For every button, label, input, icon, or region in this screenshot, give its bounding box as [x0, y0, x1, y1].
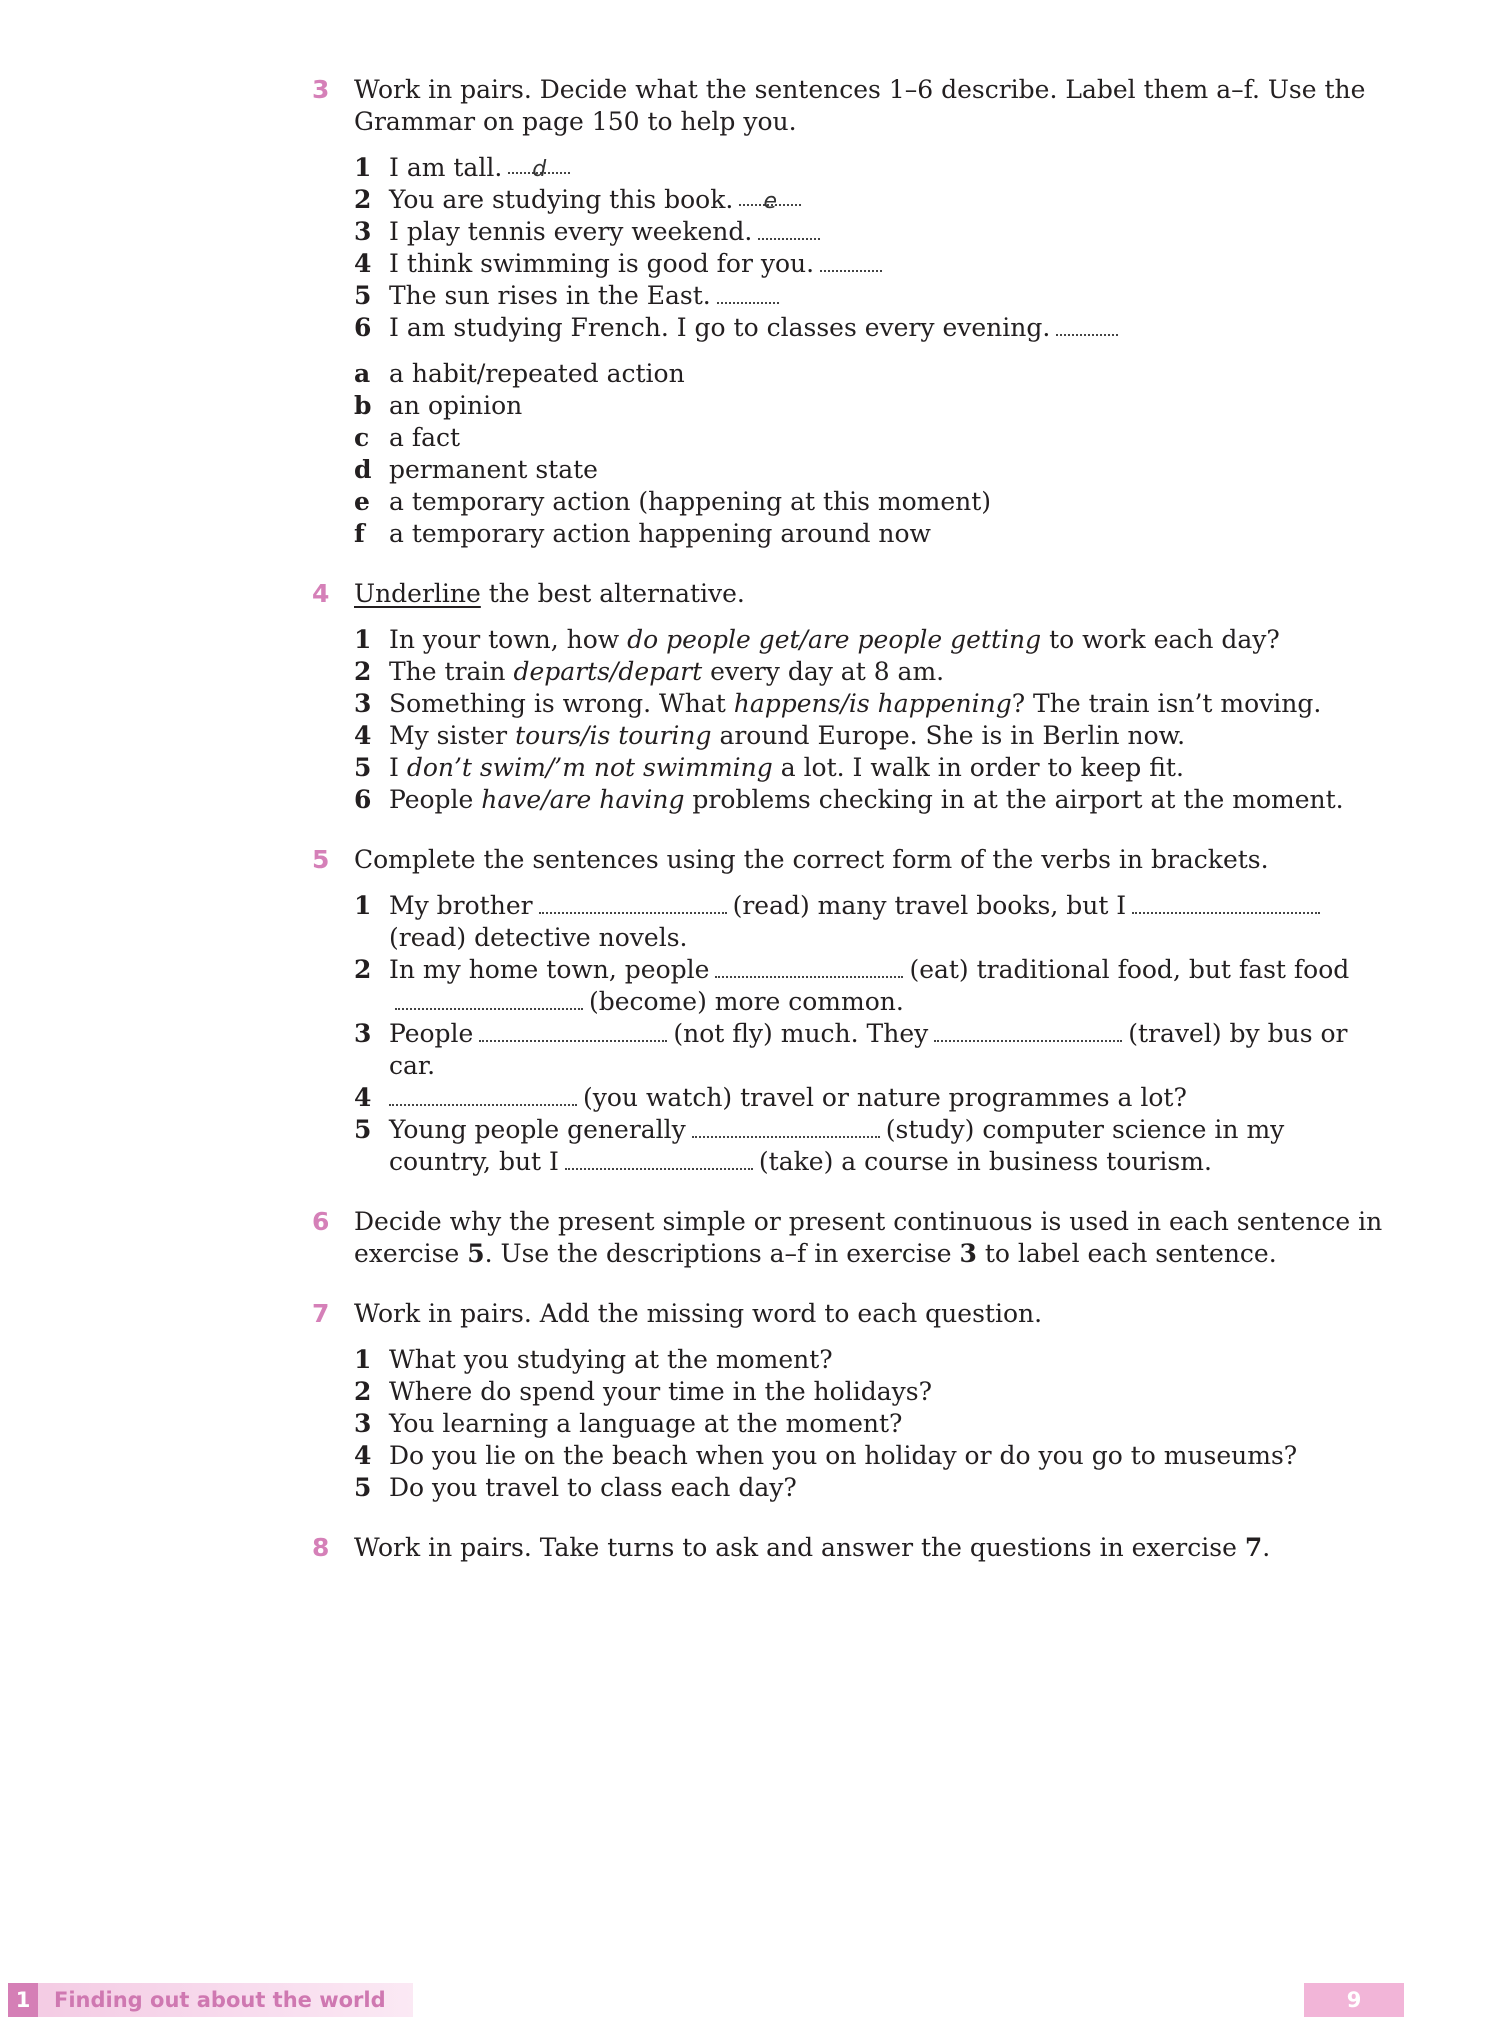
exercise-instruction: [354, 1532, 1392, 1564]
option-letter: a: [354, 359, 371, 388]
alternatives[interactable]: happens/is happening: [733, 689, 1012, 718]
list-item: [354, 656, 1392, 688]
item-text: I think swimming is good for you.: [389, 249, 815, 278]
answer-blank[interactable]: [715, 956, 903, 978]
item-number: 3: [354, 1409, 372, 1438]
item-text: People: [389, 1019, 474, 1048]
exercise-number: 4: [312, 579, 330, 608]
item-text: every day at 8 am.: [702, 657, 945, 686]
option-letter: e: [354, 487, 370, 516]
item-number: 3: [354, 217, 372, 246]
item-text: Do you lie on the beach when you on holiday or do you go to museums?: [389, 1441, 1298, 1470]
exercise-6: [312, 1206, 1392, 1270]
instruction-text: .: [1262, 1533, 1271, 1562]
question-list: [354, 1344, 1392, 1504]
item-number: 4: [354, 721, 372, 750]
underlined-word: Underline: [354, 579, 481, 608]
answer-blank[interactable]: [1056, 314, 1118, 336]
answer-blank[interactable]: [758, 218, 820, 240]
item-text: You are studying this book.: [389, 185, 734, 214]
item-number: 3: [354, 1019, 372, 1048]
item-number: 1: [354, 1345, 372, 1374]
item-number: 2: [354, 955, 372, 984]
exercise-instruction: Work in pairs. Decide what the sentences 1–6 describe. Label them a–f. Use the Grammar on page 150 to help you.: [354, 75, 1366, 136]
option-text: a temporary action (happening at this moment): [389, 487, 992, 516]
item-number: 5: [354, 753, 372, 782]
item-text: Do you travel to class each day?: [389, 1473, 797, 1502]
option-letter: f: [354, 519, 365, 548]
item-text: The train: [389, 657, 514, 686]
sentence-list: [354, 890, 1392, 1178]
list-item: [354, 688, 1392, 720]
exercise-number: 3: [312, 75, 330, 104]
exercise-reference: 5: [467, 1239, 485, 1268]
alternatives[interactable]: have/are having: [481, 785, 685, 814]
exercise-instruction: [354, 578, 1392, 610]
list-item: [354, 1018, 1392, 1082]
handwritten-answer: d: [532, 157, 547, 182]
exercise-reference: 7: [1244, 1533, 1263, 1562]
option-list: [354, 358, 1392, 550]
list-item: [354, 422, 1392, 454]
exercise-instruction: Work in pairs. Add the missing word to each question.: [354, 1299, 1043, 1328]
item-text: My sister: [389, 721, 516, 750]
item-number: 1: [354, 153, 372, 182]
item-text: (read) detective novels.: [389, 923, 688, 952]
answer-blank[interactable]: [739, 184, 801, 214]
list-item: [354, 454, 1392, 486]
list-item: [354, 624, 1392, 656]
exercise-5: [312, 844, 1392, 1178]
item-number: 5: [354, 1473, 372, 1502]
item-text: Something is wrong. What: [389, 689, 734, 718]
list-item: [354, 752, 1392, 784]
list-item: [354, 954, 1392, 1018]
list-item: [354, 1408, 1392, 1440]
list-item: [354, 358, 1392, 390]
option-text: an opinion: [389, 391, 523, 420]
item-text: (eat) traditional food, but fast food: [909, 955, 1350, 984]
list-item: [354, 784, 1392, 816]
item-text: Young people generally: [389, 1115, 686, 1144]
item-text: In my home town, people: [389, 955, 710, 984]
item-text: Where do spend your time in the holidays?: [389, 1377, 932, 1406]
alternatives[interactable]: tours/is touring: [515, 721, 712, 750]
list-item: [354, 152, 1392, 184]
item-number: 5: [354, 281, 372, 310]
exercise-4: [312, 578, 1392, 816]
exercise-instruction: [354, 1206, 1392, 1270]
item-number: 1: [354, 625, 372, 654]
instruction-text: Work in pairs. Take turns to ask and answer the questions in exercise: [354, 1533, 1245, 1562]
item-text: ? The train isn’t moving.: [1011, 689, 1322, 718]
unit-title: Finding out about the world: [54, 1988, 386, 2012]
item-number: 3: [354, 689, 372, 718]
list-item: [354, 248, 1392, 280]
answer-blank[interactable]: [934, 1020, 1122, 1042]
item-text: (you watch) travel or nature programmes a lot?: [583, 1083, 1187, 1112]
answer-blank[interactable]: [565, 1148, 753, 1170]
item-text: (read) many travel books, but I: [732, 891, 1127, 920]
sentence-list: [354, 624, 1392, 816]
exercise-3: [312, 74, 1392, 550]
option-letter: c: [354, 423, 370, 452]
item-number: 4: [354, 1441, 372, 1470]
list-item: [354, 890, 1392, 954]
item-number: 2: [354, 1377, 372, 1406]
item-number: 4: [354, 249, 372, 278]
list-item: [354, 1082, 1392, 1114]
answer-blank[interactable]: [539, 892, 727, 914]
exercise-number: 6: [312, 1207, 330, 1236]
item-text: People: [389, 785, 482, 814]
exercise-number: 7: [312, 1299, 330, 1328]
item-text: (travel) by bus or car.: [389, 1019, 1348, 1080]
item-text: I play tennis every weekend.: [389, 217, 753, 246]
list-item: [354, 1376, 1392, 1408]
answer-blank[interactable]: [508, 152, 570, 182]
instruction-rest: the best alternative.: [480, 579, 745, 608]
item-text: I am tall.: [389, 153, 503, 182]
list-item: [354, 1114, 1392, 1178]
item-text: (study) computer science in my country, but I: [389, 1115, 1285, 1176]
item-text: The sun rises in the East.: [389, 281, 711, 310]
list-item: [354, 216, 1392, 248]
item-text: (take) a course in business tourism.: [758, 1147, 1212, 1176]
item-text: (not fly) much. They: [673, 1019, 929, 1048]
option-letter: d: [354, 455, 372, 484]
item-number: 2: [354, 657, 372, 686]
item-number: 6: [354, 785, 372, 814]
item-text: to work each day?: [1041, 625, 1280, 654]
answer-blank[interactable]: [479, 1020, 667, 1042]
instruction-text: Decide why the present simple or present continuous is used in each sentence in exercise: [354, 1207, 1383, 1268]
option-text: a temporary action happening around now: [389, 519, 931, 548]
option-text: a fact: [389, 423, 461, 452]
answer-blank[interactable]: [692, 1116, 880, 1138]
list-item: [354, 1472, 1392, 1504]
exercise-8: [312, 1532, 1392, 1564]
item-number: 1: [354, 891, 372, 920]
list-item: [354, 280, 1392, 312]
item-text: My brother: [389, 891, 533, 920]
item-number: 2: [354, 185, 372, 214]
option-text: permanent state: [389, 455, 598, 484]
exercise-number: 5: [312, 845, 330, 874]
instruction-text: . Use the descriptions a–f in exercise: [484, 1239, 960, 1268]
item-text: What you studying at the moment?: [389, 1345, 833, 1374]
item-text: In your town, how: [389, 625, 628, 654]
unit-footer: [8, 1983, 413, 2017]
item-text: I: [389, 753, 407, 782]
unit-number: 1: [8, 1983, 38, 2017]
list-item: [354, 312, 1392, 344]
instruction-text: to label each sentence.: [976, 1239, 1277, 1268]
exercise-number: 8: [312, 1533, 330, 1562]
page-content: [312, 74, 1392, 1592]
item-text: around Europe. She is in Berlin now.: [711, 721, 1186, 750]
item-number: 4: [354, 1083, 372, 1112]
sentence-list: [354, 152, 1392, 344]
exercise-instruction: Complete the sentences using the correct form of the verbs in brackets.: [354, 845, 1269, 874]
option-text: a habit/repeated action: [389, 359, 685, 388]
list-item: [354, 486, 1392, 518]
answer-blank[interactable]: [1132, 892, 1320, 914]
item-text: a lot. I walk in order to keep fit.: [772, 753, 1184, 782]
option-letter: b: [354, 391, 372, 420]
item-number: 6: [354, 313, 372, 342]
list-item: [354, 1440, 1392, 1472]
answer-blank[interactable]: [717, 282, 779, 304]
exercise-7: [312, 1298, 1392, 1504]
exercise-reference: 3: [959, 1239, 977, 1268]
answer-blank[interactable]: [395, 988, 583, 1010]
item-text: I am studying French. I go to classes every evening.: [389, 313, 1051, 342]
alternatives[interactable]: do people get/are people getting: [627, 625, 1042, 654]
item-text: (become) more common.: [589, 987, 904, 1016]
answer-blank[interactable]: [820, 250, 882, 272]
handwritten-answer: e: [763, 189, 778, 214]
item-text: problems checking in at the airport at the moment.: [684, 785, 1344, 814]
list-item: [354, 184, 1392, 216]
answer-blank[interactable]: [389, 1084, 577, 1106]
alternatives[interactable]: departs/depart: [513, 657, 703, 686]
list-item: [354, 518, 1392, 550]
page-number: 9: [1304, 1983, 1404, 2017]
alternatives[interactable]: don’t swim/’m not swimming: [406, 753, 773, 782]
list-item: [354, 720, 1392, 752]
list-item: [354, 1344, 1392, 1376]
item-text: You learning a language at the moment?: [389, 1409, 903, 1438]
list-item: [354, 390, 1392, 422]
item-number: 5: [354, 1115, 372, 1144]
